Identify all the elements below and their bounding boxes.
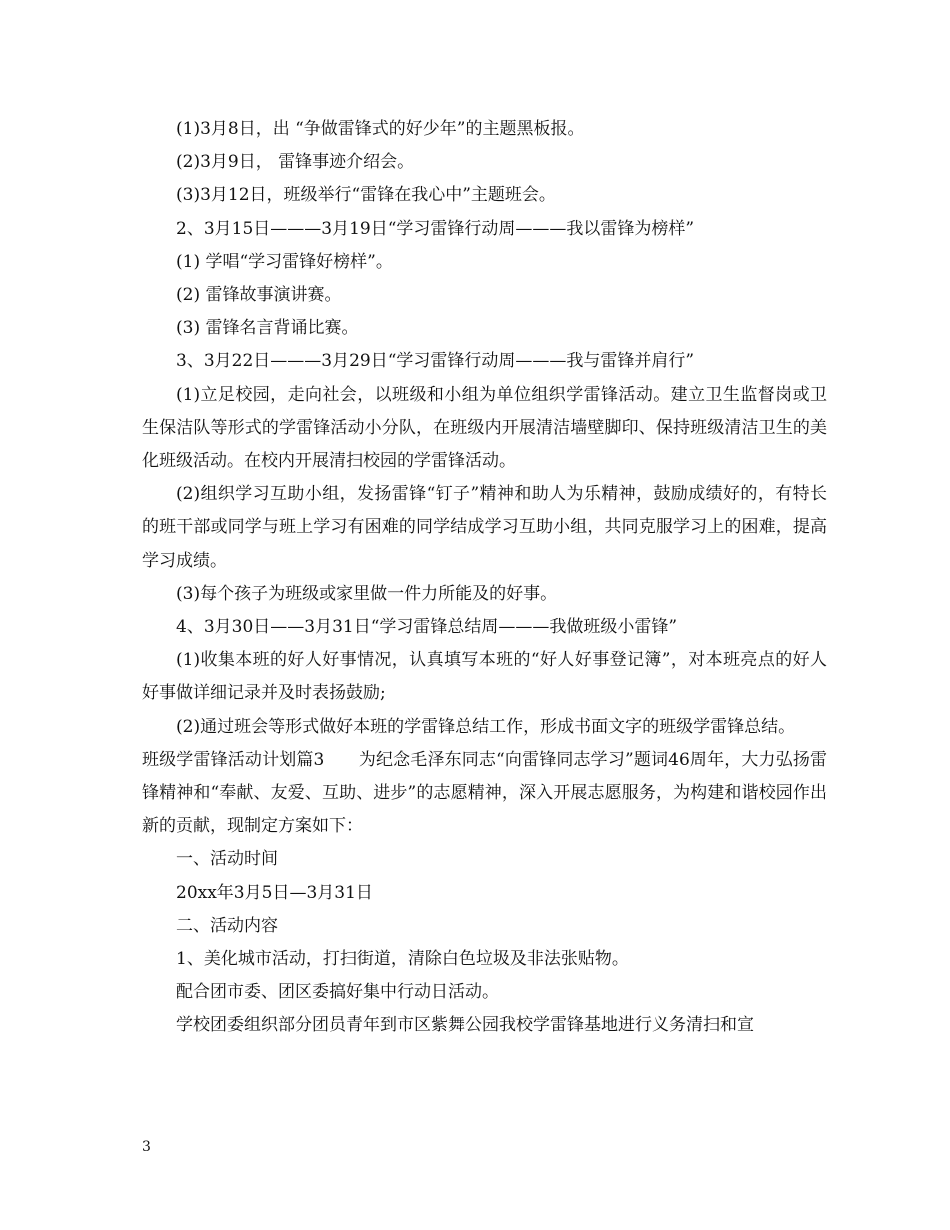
- section-heading: 2、3月15日———3月19日“学习雷锋行动周———我以雷锋为榜样”: [176, 218, 695, 239]
- page-number: 3: [142, 1139, 151, 1155]
- paragraph: (3) 雷锋名言背诵比赛。: [176, 318, 359, 339]
- paragraph: 学校团委组织部分团员青年到市区紫舞公园我校学雷锋基地进行义务清扫和宣: [176, 1015, 754, 1036]
- paragraph: (2)组织学习互助小组，发扬雷锋“钉子”精神和助人为乐精神，鼓励成绩好的，有特长的班干部或同学与班上学习有困难的同学结成学习互助小组，共同克服学习上的困难，提高学习成绩。: [142, 484, 827, 571]
- paragraph: 20xx年3月5日—3月31日: [176, 882, 373, 903]
- section-heading: 一、活动时间: [176, 849, 278, 870]
- section-heading: 二、活动内容: [176, 915, 278, 936]
- paragraph: 配合团市委、团区委搞好集中行动日活动。: [176, 982, 499, 1003]
- paragraph: (2)3月9日， 雷锋事迹介绍会。: [176, 152, 415, 173]
- paragraph: (1)3月8日，出 “争做雷锋式的好少年”的主题黑板报。: [176, 119, 585, 139]
- document-body: [142, 113, 827, 1043]
- article-title-paragraph: 班级学雷锋活动计划篇3 为纪念毛泽东同志“向雷锋同志学习”题词46周年，大力弘扬雷锋精神和“奉献、友爱、互助、进步”的志愿精神，深入开展志愿服务，为构建和谐校园作出新的贡献，现制定方案如下：: [142, 749, 827, 837]
- paragraph: 1、美化城市活动，打扫街道，清除白色垃圾及非法张贴物。: [176, 949, 629, 970]
- paragraph: (2) 雷锋故事演讲赛。: [176, 285, 342, 306]
- paragraph: (3)每个孩子为班级或家里做一件力所能及的好事。: [176, 583, 558, 604]
- paragraph: (1)收集本班的好人好事情况，认真填写本班的“好人好事登记簿”，对本班亮点的好人好事做详细记录并及时表扬鼓励;: [142, 650, 827, 704]
- paragraph: (2)通过班会等形式做好本班的学雷锋总结工作，形成书面文字的班级学雷锋总结。: [176, 716, 796, 737]
- paragraph: (1)立足校园，走向社会，以班级和小组为单位组织学雷锋活动。建立卫生监督岗或卫生保洁队等形式的学雷锋活动小分队，在班级内开展清洁墙壁脚印、保持班级清洁卫生的美化班级活动。在校内开展清扫校园的学雷锋活动。: [142, 384, 827, 472]
- paragraph: (1) 学唱“学习雷锋好榜样”。: [176, 251, 393, 272]
- paragraph: (3)3月12日，班级举行“雷锋在我心中”主题班会。: [176, 185, 556, 206]
- section-heading: 3、3月22日———3月29日“学习雷锋行动周———我与雷锋并肩行”: [176, 351, 695, 372]
- section-heading: 4、3月30日——3月31日“学习雷锋总结周———我做班级小雷锋”: [176, 617, 678, 638]
